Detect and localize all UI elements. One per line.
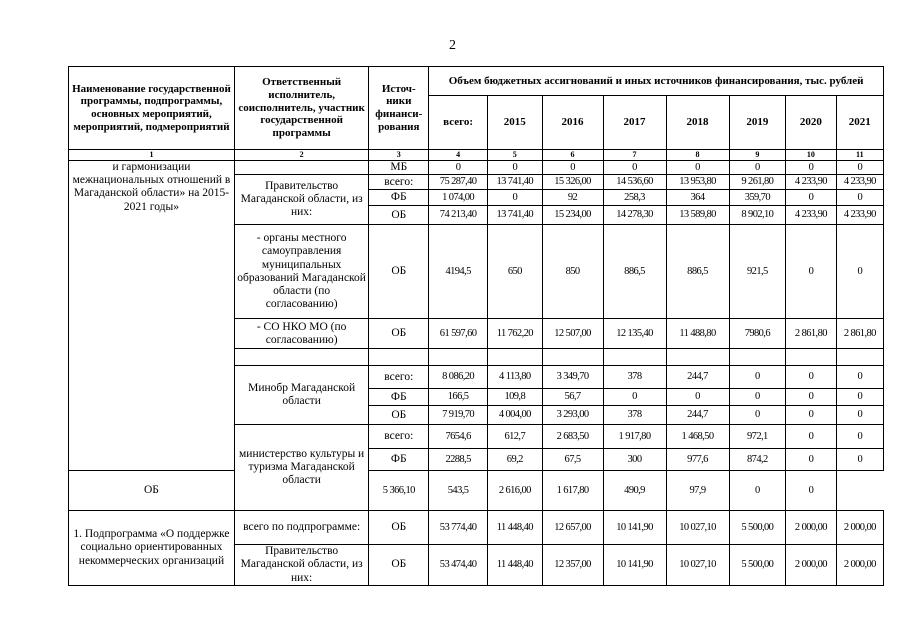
- column-numbers-row: [69, 150, 884, 161]
- value-cell: 12 507,00: [542, 319, 603, 349]
- value-cell: 886,5: [603, 225, 666, 319]
- value-cell: 53 774,40: [429, 511, 488, 545]
- value-cell: 61 597,60: [429, 319, 488, 349]
- header-year: 2020: [786, 96, 836, 150]
- source-cell: ФБ: [369, 449, 429, 471]
- value-cell: 0: [786, 449, 836, 471]
- column-number: 7: [603, 150, 666, 161]
- column-number: 8: [666, 150, 729, 161]
- value-cell: 972,1: [729, 425, 786, 449]
- value-cell: 10 027,10: [666, 511, 729, 545]
- header-program-name: Наименование государственной программы, подпрограммы, основных мероприятий, мероприятий, подмероприятий: [69, 67, 235, 150]
- value-cell: 11 762,20: [488, 319, 543, 349]
- value-cell: 0: [786, 406, 836, 425]
- source-cell: ОБ: [369, 511, 429, 545]
- value-cell: 0: [836, 225, 883, 319]
- value-cell: 0: [666, 389, 729, 406]
- empty-cell: [729, 349, 786, 366]
- value-cell: 12 657,00: [542, 511, 603, 545]
- value-cell: 0: [836, 449, 883, 471]
- value-cell: 4 233,90: [836, 175, 883, 190]
- column-number: 2: [234, 150, 368, 161]
- column-number: 10: [786, 150, 836, 161]
- column-number: 4: [429, 150, 488, 161]
- source-cell: ОБ: [369, 406, 429, 425]
- value-cell: 11 488,80: [666, 319, 729, 349]
- value-cell: 10 141,90: [603, 511, 666, 545]
- executor-cell: - органы местного самоуправления муниципальных образований Магаданской области (по согласованию): [234, 225, 368, 319]
- value-cell: 0: [786, 366, 836, 389]
- value-cell: 1 617,80: [542, 471, 603, 511]
- value-cell: 15 326,00: [542, 175, 603, 190]
- value-cell: 2 000,00: [786, 511, 836, 545]
- value-cell: 166,5: [429, 389, 488, 406]
- value-cell: 56,7: [542, 389, 603, 406]
- source-cell: ОБ: [369, 545, 429, 586]
- executor-cell: - СО НКО МО (по согласованию): [234, 319, 368, 349]
- value-cell: 977,6: [666, 449, 729, 471]
- value-cell: 4 113,80: [488, 366, 543, 389]
- value-cell: 0: [786, 190, 836, 206]
- value-cell: 0: [729, 389, 786, 406]
- value-cell: 850: [542, 225, 603, 319]
- source-cell: ОБ: [369, 225, 429, 319]
- value-cell: 4194,5: [429, 225, 488, 319]
- value-cell: 5 500,00: [729, 545, 786, 586]
- value-cell: 0: [729, 471, 786, 511]
- value-cell: 2288,5: [429, 449, 488, 471]
- value-cell: 2 000,00: [786, 545, 836, 586]
- value-cell: 364: [666, 190, 729, 206]
- value-cell: 0: [729, 406, 786, 425]
- value-cell: 1 074,00: [429, 190, 488, 206]
- header-volume: Объем бюджетных ассигнований и иных источников финансирования, тыс. рублей: [429, 67, 884, 96]
- header-year: 2015: [488, 96, 543, 150]
- table-row: [69, 161, 884, 175]
- value-cell: 0: [836, 425, 883, 449]
- source-cell: МБ: [369, 161, 429, 175]
- value-cell: 7980,6: [729, 319, 786, 349]
- value-cell: 612,7: [488, 425, 543, 449]
- table-row: [69, 511, 884, 545]
- column-number: 1: [69, 150, 235, 161]
- source-cell: ОБ: [369, 206, 429, 225]
- value-cell: 0: [603, 389, 666, 406]
- table-body: [69, 67, 884, 586]
- value-cell: 4 004,00: [488, 406, 543, 425]
- empty-cell: [786, 349, 836, 366]
- value-cell: 258,3: [603, 190, 666, 206]
- empty-cell: [603, 349, 666, 366]
- column-number: 9: [729, 150, 786, 161]
- source-cell: ФБ: [369, 190, 429, 206]
- value-cell: 11 448,40: [488, 511, 543, 545]
- value-cell: 3 293,00: [542, 406, 603, 425]
- header-year: 2017: [603, 96, 666, 150]
- value-cell: 2 000,00: [836, 545, 883, 586]
- value-cell: 0: [786, 225, 836, 319]
- budget-table: [68, 66, 884, 586]
- value-cell: 886,5: [666, 225, 729, 319]
- value-cell: 0: [488, 161, 543, 175]
- value-cell: 109,8: [488, 389, 543, 406]
- executor-cell: Правительство Магаданской области, из них:: [234, 175, 368, 225]
- executor-cell: [234, 161, 368, 175]
- value-cell: 13 953,80: [666, 175, 729, 190]
- value-cell: 244,7: [666, 366, 729, 389]
- value-cell: 5 500,00: [729, 511, 786, 545]
- value-cell: 2 861,80: [786, 319, 836, 349]
- value-cell: 0: [429, 161, 488, 175]
- executor-cell: министерство культуры и туризма Магаданской области: [234, 425, 368, 511]
- value-cell: 2 000,00: [836, 511, 883, 545]
- value-cell: 300: [603, 449, 666, 471]
- page-number: 2: [449, 38, 456, 53]
- value-cell: 3 349,70: [542, 366, 603, 389]
- value-cell: 1 917,80: [603, 425, 666, 449]
- source-cell: ОБ: [369, 319, 429, 349]
- value-cell: 2 683,50: [542, 425, 603, 449]
- value-cell: 0: [836, 366, 883, 389]
- value-cell: 0: [836, 161, 883, 175]
- column-number: 5: [488, 150, 543, 161]
- source-cell: всего:: [369, 366, 429, 389]
- header-year: 2016: [542, 96, 603, 150]
- value-cell: 7 919,70: [429, 406, 488, 425]
- program-name-cell: и гармонизации межнациональных отношений в Магаданской области» на 2015-2021 годы»: [69, 161, 235, 471]
- column-number: 3: [369, 150, 429, 161]
- value-cell: 378: [603, 366, 666, 389]
- header-year: 2018: [666, 96, 729, 150]
- value-cell: 0: [666, 161, 729, 175]
- value-cell: 874,2: [729, 449, 786, 471]
- value-cell: 11 448,40: [488, 545, 543, 586]
- value-cell: 0: [836, 190, 883, 206]
- source-cell: всего:: [369, 425, 429, 449]
- value-cell: 67,5: [542, 449, 603, 471]
- header-total: всего:: [429, 96, 488, 150]
- value-cell: 15 234,00: [542, 206, 603, 225]
- value-cell: 0: [786, 425, 836, 449]
- value-cell: 69,2: [488, 449, 543, 471]
- value-cell: 13 741,40: [488, 175, 543, 190]
- value-cell: 1 468,50: [666, 425, 729, 449]
- column-number: 11: [836, 150, 883, 161]
- value-cell: 2 616,00: [488, 471, 543, 511]
- empty-cell: [429, 349, 488, 366]
- value-cell: 244,7: [666, 406, 729, 425]
- value-cell: 378: [603, 406, 666, 425]
- empty-cell: [836, 349, 883, 366]
- column-number: 6: [542, 150, 603, 161]
- value-cell: 921,5: [729, 225, 786, 319]
- value-cell: 14 536,60: [603, 175, 666, 190]
- header-year: 2019: [729, 96, 786, 150]
- value-cell: 2 861,80: [836, 319, 883, 349]
- executor-cell: Правительство Магаданской области, из них:: [234, 545, 368, 586]
- value-cell: 4 233,90: [786, 175, 836, 190]
- value-cell: 0: [836, 406, 883, 425]
- value-cell: 97,9: [666, 471, 729, 511]
- value-cell: 13 589,80: [666, 206, 729, 225]
- value-cell: 13 741,40: [488, 206, 543, 225]
- empty-cell: [666, 349, 729, 366]
- value-cell: 0: [603, 161, 666, 175]
- value-cell: 0: [729, 366, 786, 389]
- value-cell: 0: [729, 161, 786, 175]
- value-cell: 9 261,80: [729, 175, 786, 190]
- value-cell: 0: [786, 389, 836, 406]
- value-cell: 75 287,40: [429, 175, 488, 190]
- value-cell: 8 902,10: [729, 206, 786, 225]
- value-cell: 0: [542, 161, 603, 175]
- value-cell: 0: [786, 161, 836, 175]
- value-cell: 12 135,40: [603, 319, 666, 349]
- empty-cell: [488, 349, 543, 366]
- executor-cell: всего по подпрограмме:: [234, 511, 368, 545]
- table-row: [69, 471, 884, 511]
- value-cell: 543,5: [429, 471, 488, 511]
- value-cell: 10 141,90: [603, 545, 666, 586]
- value-cell: 490,9: [603, 471, 666, 511]
- header-executor: Ответственный исполнитель, соисполнитель, участник государственной программы: [234, 67, 368, 150]
- value-cell: 0: [786, 471, 836, 511]
- value-cell: 359,70: [729, 190, 786, 206]
- value-cell: 12 357,00: [542, 545, 603, 586]
- value-cell: 0: [488, 190, 543, 206]
- header-year: 2021: [836, 96, 883, 150]
- empty-cell: [234, 349, 368, 366]
- value-cell: 10 027,10: [666, 545, 729, 586]
- value-cell: 4 233,90: [836, 206, 883, 225]
- value-cell: 14 278,30: [603, 206, 666, 225]
- value-cell: 0: [836, 389, 883, 406]
- header-source: Источ-ники финанси-рования: [369, 67, 429, 150]
- value-cell: 7654,6: [429, 425, 488, 449]
- value-cell: 650: [488, 225, 543, 319]
- value-cell: 5 366,10: [369, 471, 429, 511]
- source-cell: всего:: [369, 175, 429, 190]
- value-cell: 53 474,40: [429, 545, 488, 586]
- executor-cell: Минобр Магаданской области: [234, 366, 368, 425]
- empty-cell: [369, 349, 429, 366]
- value-cell: 92: [542, 190, 603, 206]
- subprogram-name-cell: 1. Подпрограмма «О поддержке социально ориентированных некоммерческих организаций: [69, 511, 235, 586]
- source-cell: ОБ: [69, 471, 235, 511]
- source-cell: ФБ: [369, 389, 429, 406]
- empty-cell: [542, 349, 603, 366]
- value-cell: 4 233,90: [786, 206, 836, 225]
- value-cell: 74 213,40: [429, 206, 488, 225]
- value-cell: 8 086,20: [429, 366, 488, 389]
